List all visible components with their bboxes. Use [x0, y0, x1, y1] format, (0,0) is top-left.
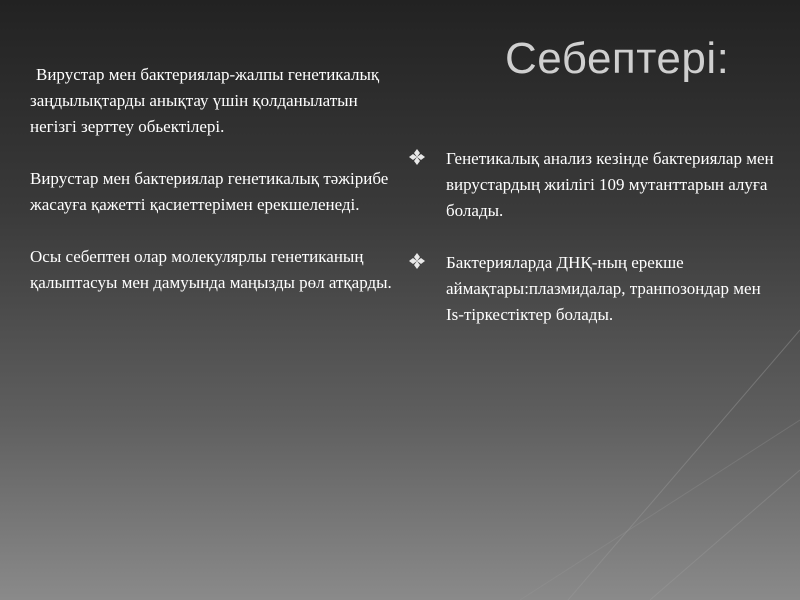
- left-text-block: [30, 62, 402, 322]
- bullet-text: Генетикалық анализ кезінде бактериялар мен вирустардың жиілігі 109 мутанттарын алуға болады.: [446, 149, 774, 220]
- diamond-bullet-icon: [408, 252, 426, 270]
- bullet-text: Бактерияларда ДНҚ-ның ерекше аймақтары:плазмидалар, транпозондар мен Is-тіркестіктер болады.: [446, 253, 761, 324]
- bullet-item: [408, 146, 778, 224]
- left-paragraph: Вирустар мен бактериялар-жалпы генетикалық заңдылықтарды анықтау үшін қолданылатын негізгі зерттеу обьектілері.: [30, 65, 380, 136]
- bullet-list: [408, 146, 778, 354]
- left-paragraph: Вирустар мен бактериялар генетикалық тәжірибе жасауға қажетті қасиеттерімен ерекшеленеді.: [30, 169, 389, 214]
- left-paragraph: Осы себептен олар молекулярлы генетиканың қалыптасуы мен дамуында маңызды рөл атқарды.: [30, 247, 392, 292]
- slide-title: Себептері:: [505, 34, 730, 83]
- bullet-item: [408, 250, 778, 328]
- diamond-bullet-icon: [408, 148, 426, 166]
